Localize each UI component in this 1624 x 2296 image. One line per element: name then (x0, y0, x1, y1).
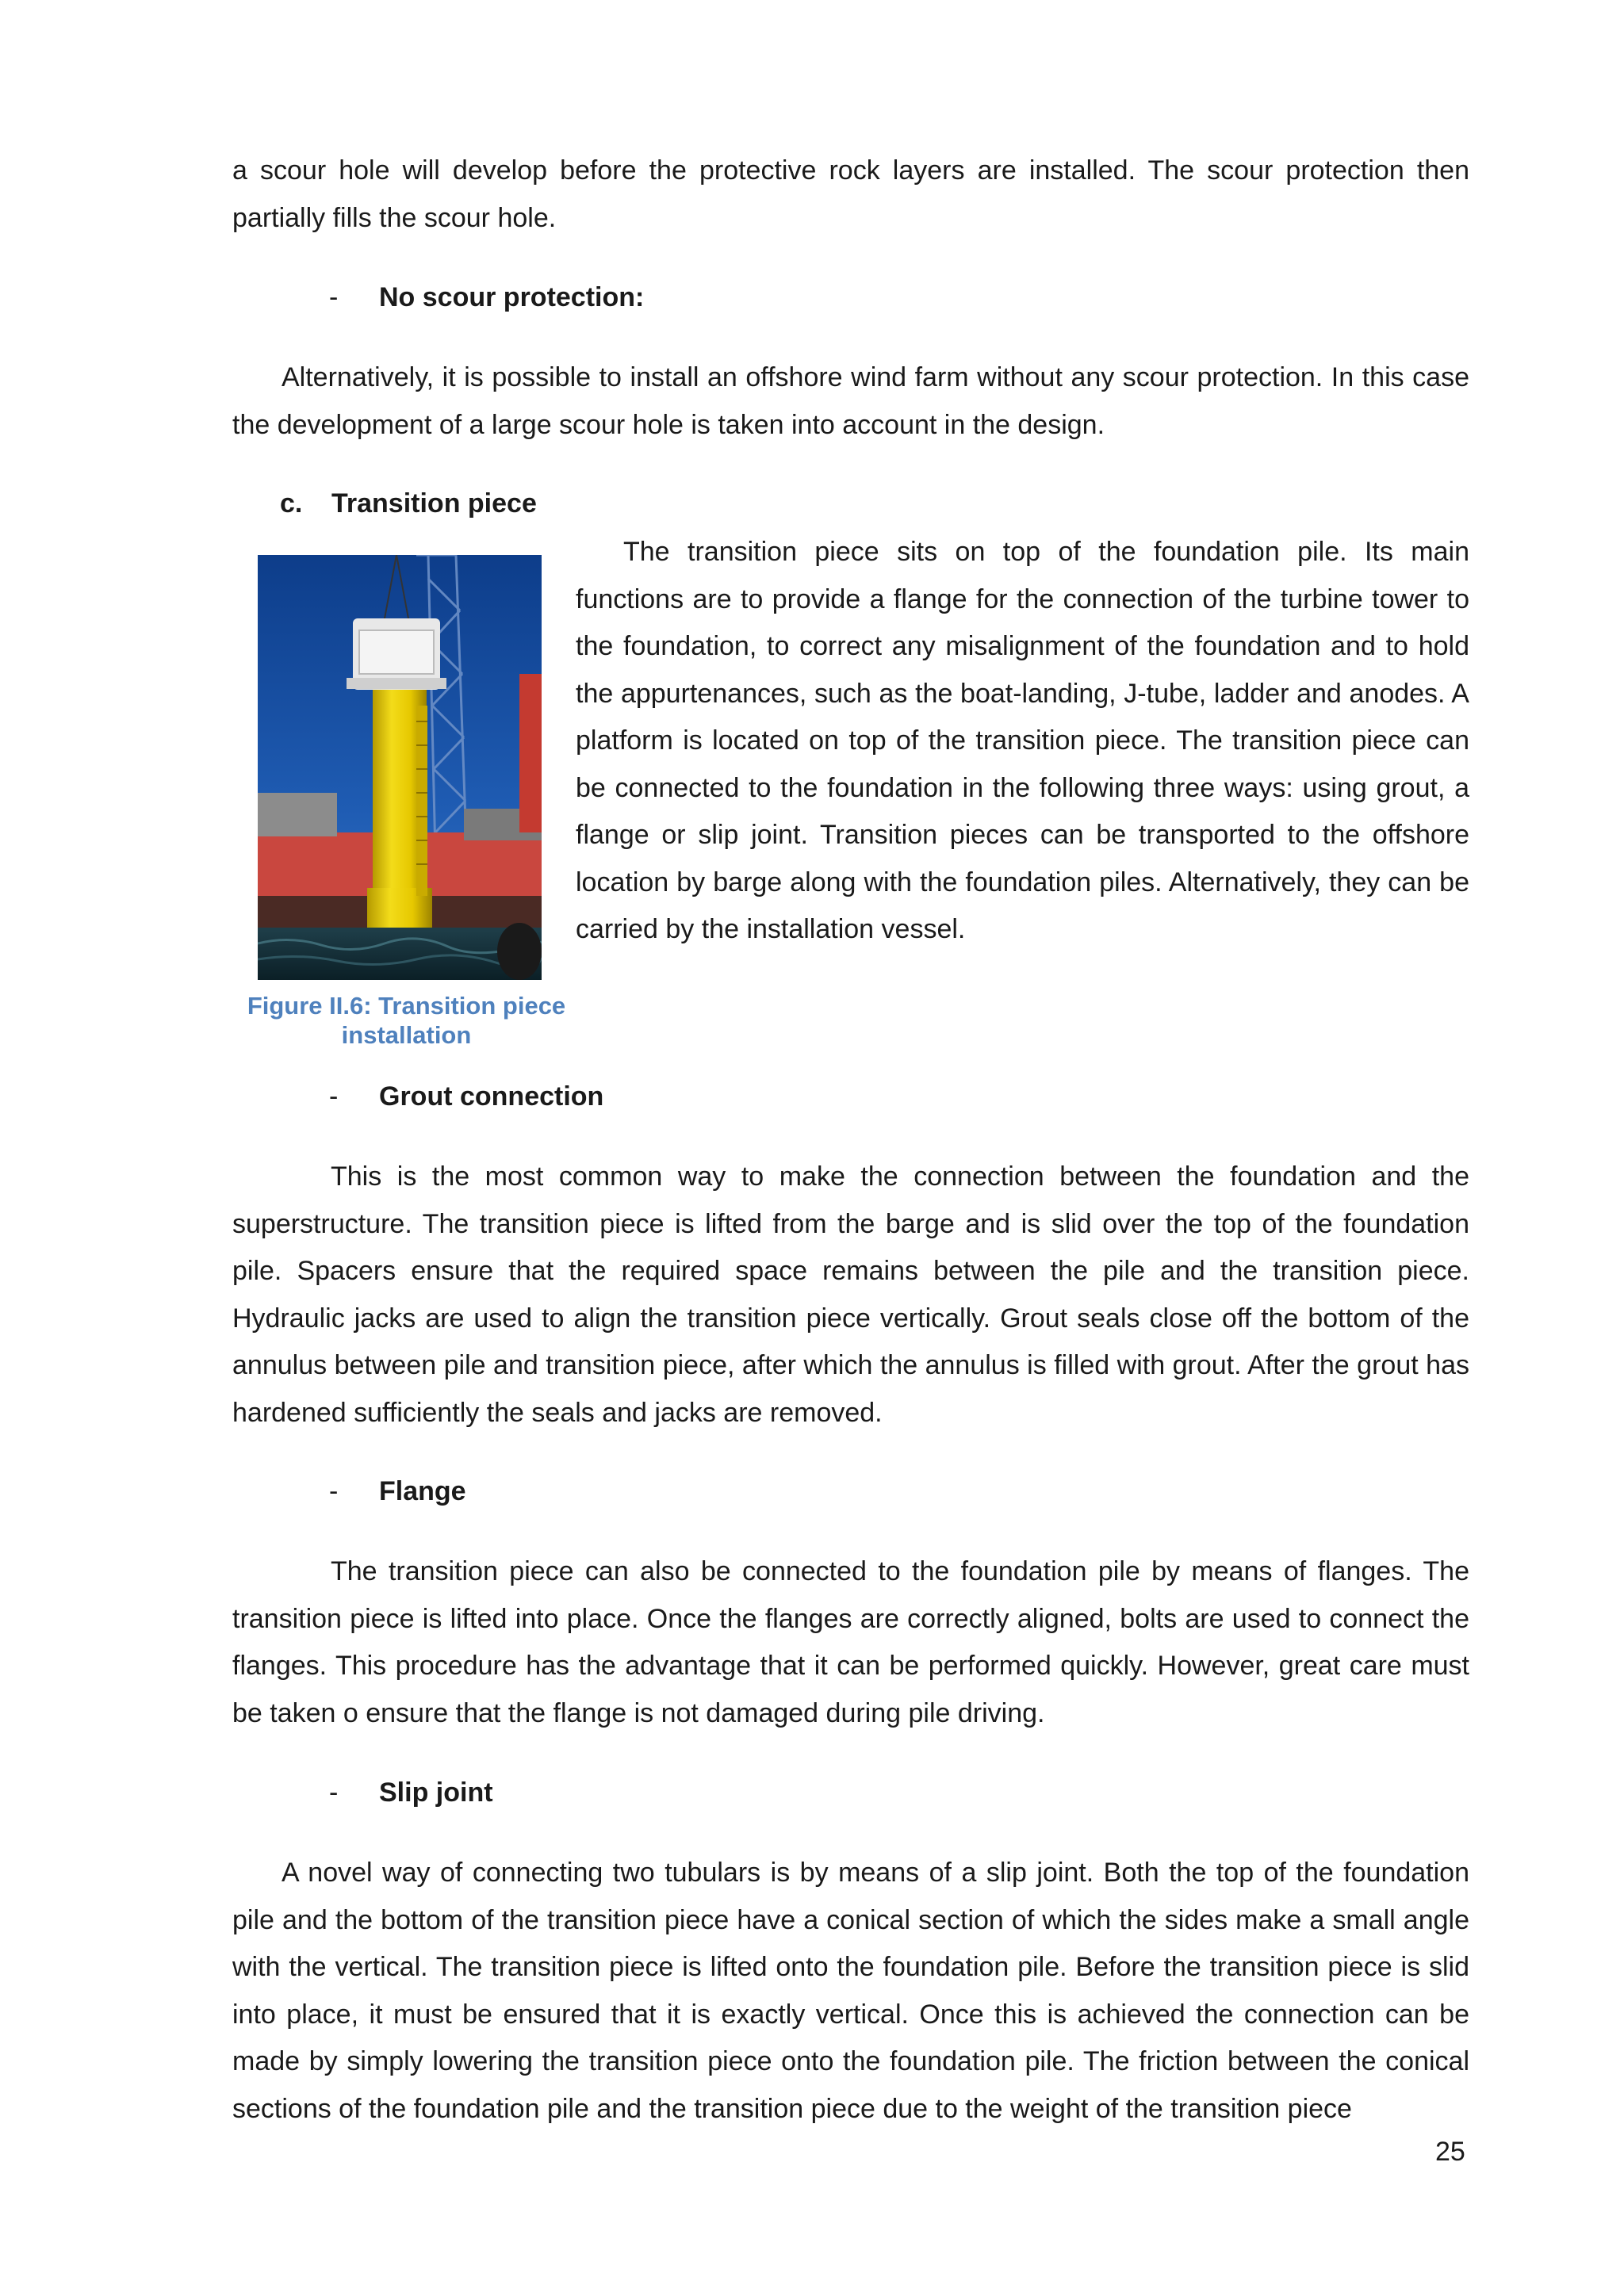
bullet-flange (329, 1475, 466, 1507)
paragraph-transition-piece: The transition piece sits on top of the foundation pile. Its main functions are to provide a flange for the connection of the turbine tower to the foundation, to correct any misalignment of the foundation and to hold the appurtenances, such as the boat-landing, J-tube, ladder and anodes. A platform is located on top of the transition piece. The transition piece can be connected to the foundation in the following three ways: using grout, a flange or slip joint. Transition pieces can be transported to the offshore location by barge along with the foundation piles. Alternatively, they can be carried by the installation vessel. (576, 537, 1469, 944)
paragraph-grout: This is the most common way to make the connection between the foundation and the superstructure. The transition piece is lifted from the barge and is slid over the top of the foundation pile. Spacers ensure that the required space remains between the pile and the transition piece. Hydraulic jacks are used to align the transition piece vertically. Grout seals close off the bottom of the annulus between pile and transition piece, after which the annulus is filled with grout. After the grout has hardened sufficiently the seals and jacks are removed. (232, 1161, 1469, 1428)
bullet-dash: - (329, 1777, 339, 1808)
paragraph-no-scour: Alternatively, it is possible to install an offshore wind farm without any scour protection. In this case the development of a large scour hole is taken into account in the design. (232, 362, 1469, 440)
figure-caption (238, 991, 575, 1050)
paragraph-flange: The transition piece can also be connected to the foundation pile by means of flanges. The transition piece is lifted into place. Once the flanges are correctly aligned, bolts are used to connect the flanges. This procedure has the advantage that it can be performed quickly. However, great care must be taken o ensure that the flange is not damaged during pile driving. (232, 1556, 1469, 1728)
bullet-label: No scour protection: (379, 282, 645, 312)
paragraph-scour-hole: a scour hole will develop before the protective rock layers are installed. The scour protection then partially fills the scour hole. (232, 155, 1469, 233)
paragraph-slip-joint: A novel way of connecting two tubulars is by means of a slip joint. Both the top of the foundation pile and the bottom of the transition piece have a conical section of which the sides make a small angle with the vertical. The transition piece is lifted onto the foundation pile. Before the transition piece is slid into place, it must be ensured that it is exactly vertical. Once this is achieved the connection can be made by simply lowering the transition piece onto the foundation pile. The friction between the conical sections of the foundation pile and the transition piece due to the weight of the transition piece (232, 1858, 1469, 2124)
bullet-dash: - (329, 1476, 339, 1506)
section-number: c. (280, 488, 303, 519)
bullet-no-scour-protection (329, 281, 644, 313)
bullet-label: Slip joint (379, 1777, 493, 1808)
section-title: Transition piece (331, 488, 537, 519)
bullet-label: Flange (379, 1476, 466, 1506)
caption-line-2: installation (341, 1021, 472, 1049)
bullet-dash: - (329, 282, 339, 312)
caption-line-1: Figure II.6: Transition piece (247, 992, 566, 1020)
page-number: 25 (1435, 2137, 1465, 2167)
transition-piece-photo (258, 555, 542, 980)
bullet-dash: - (329, 1081, 339, 1112)
section-heading-transition-piece (280, 488, 537, 519)
bullet-label: Grout connection (379, 1081, 604, 1112)
bullet-grout-connection (329, 1081, 603, 1112)
bullet-slip-joint (329, 1777, 493, 1808)
